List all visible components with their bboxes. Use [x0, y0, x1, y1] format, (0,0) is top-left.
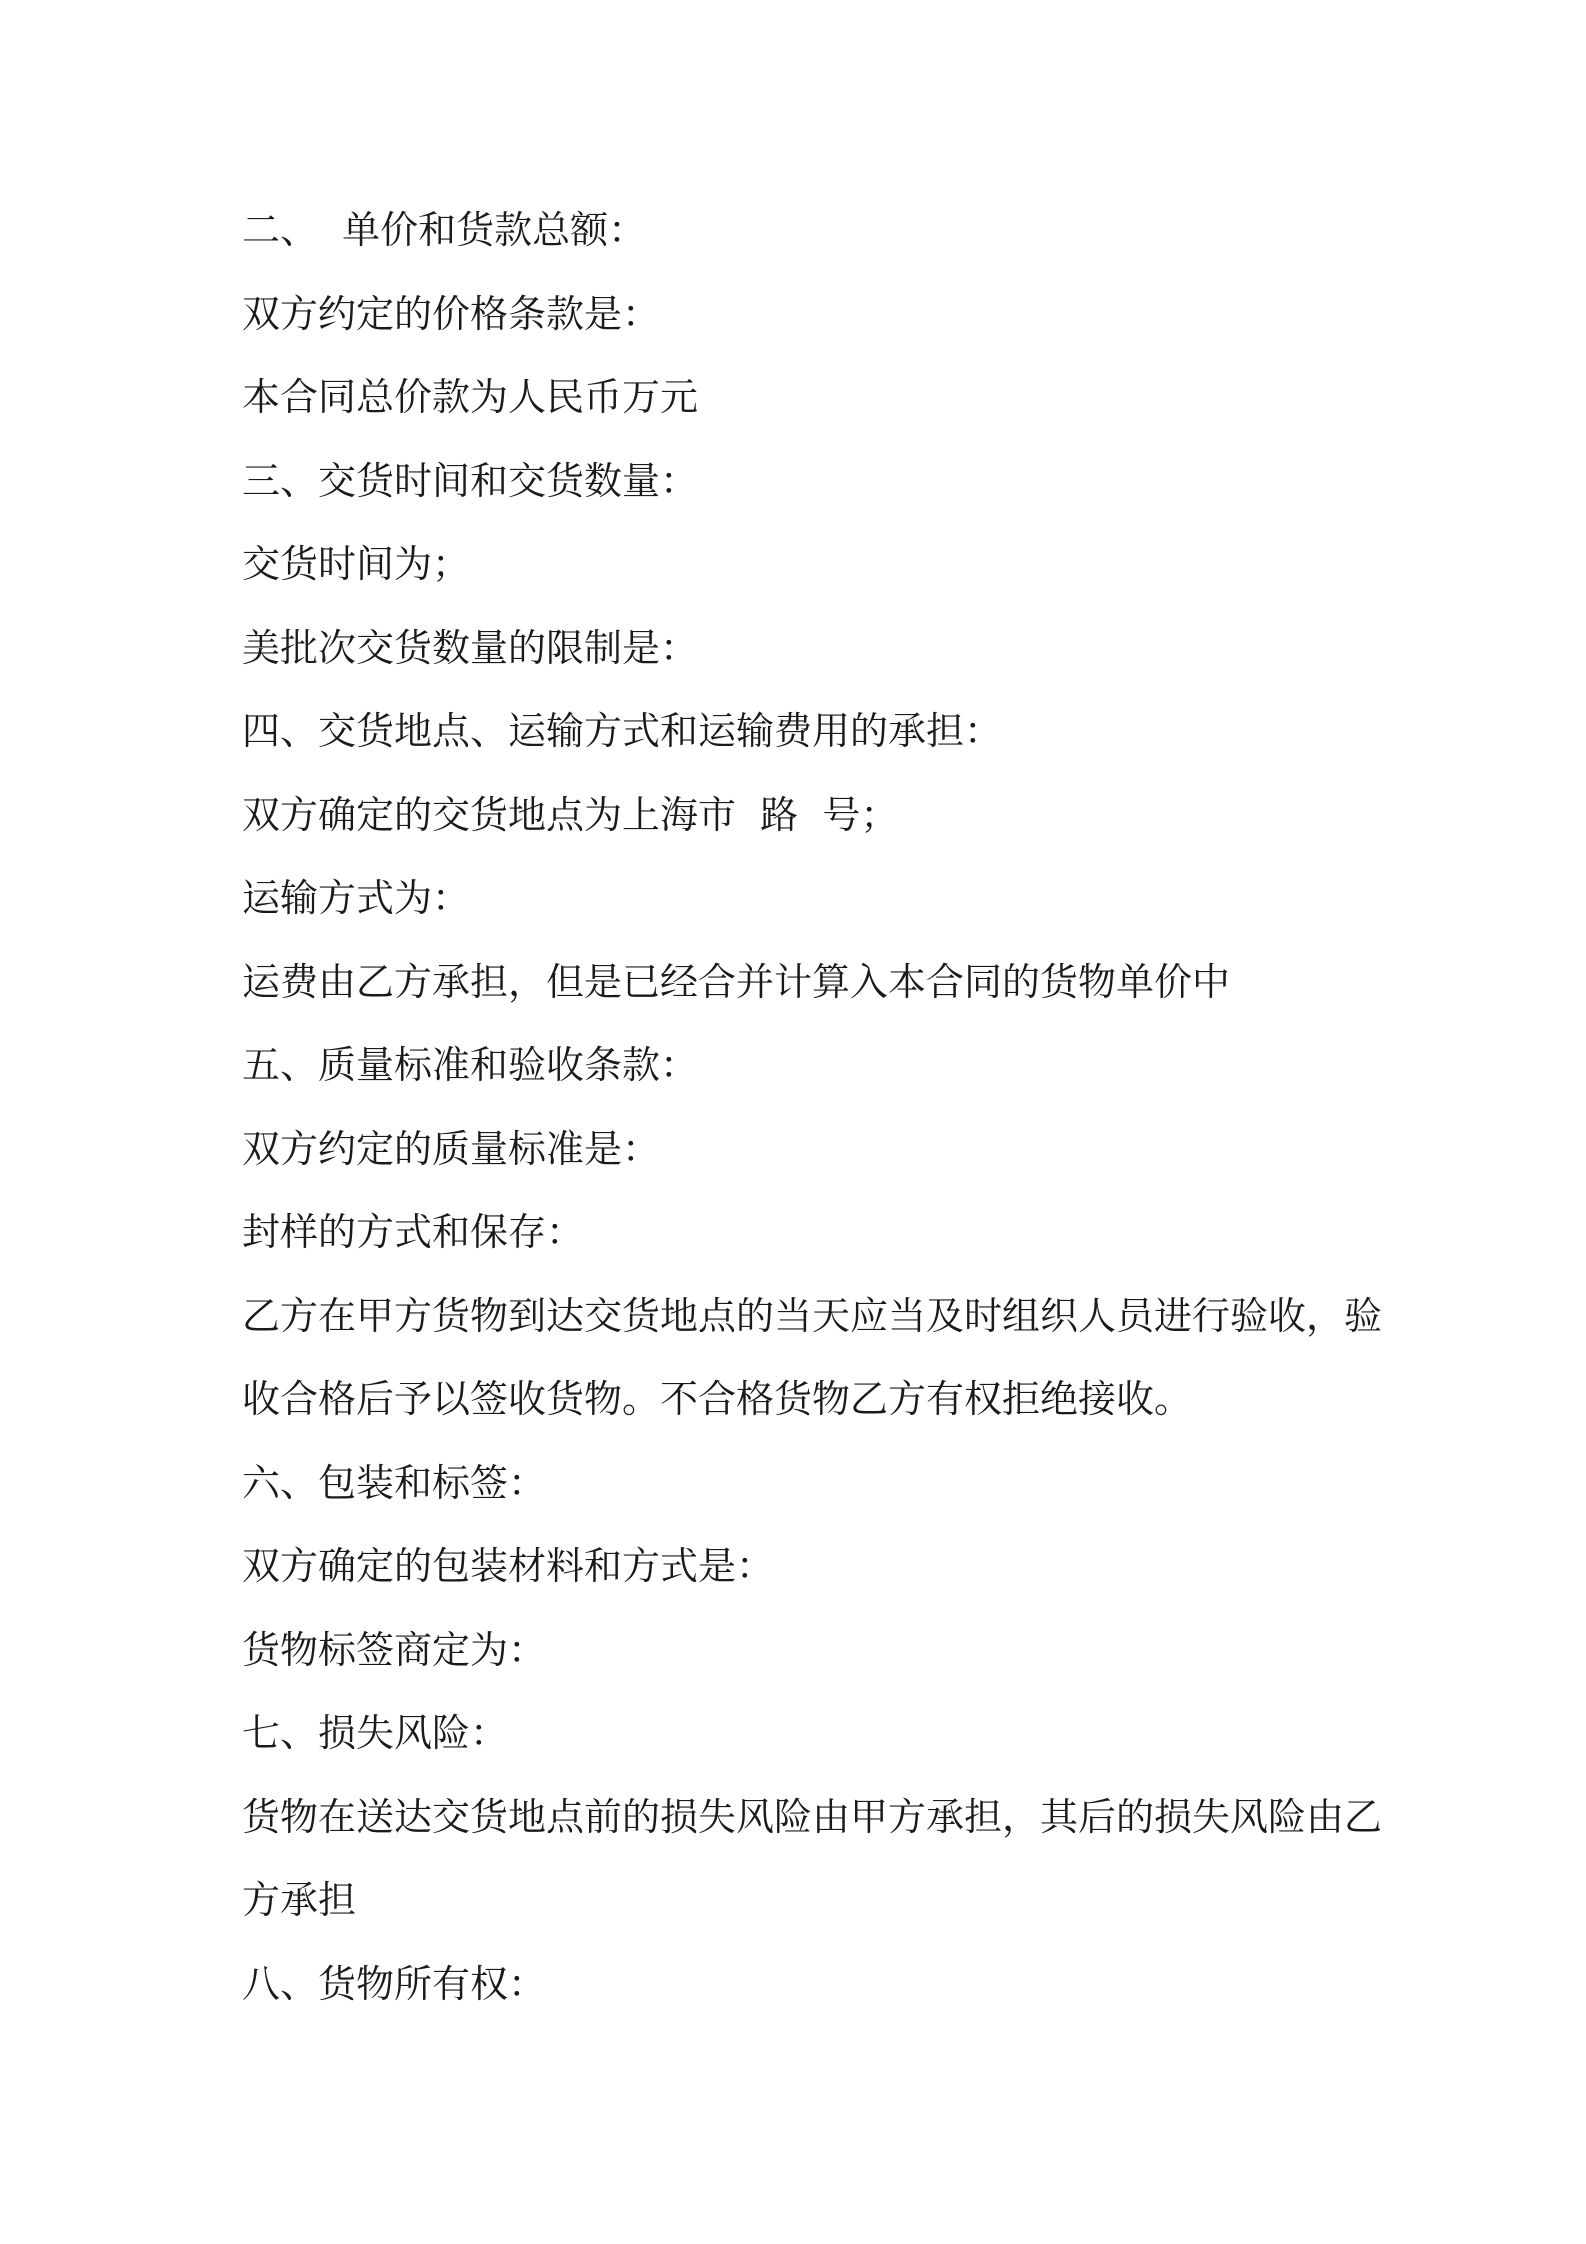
document-body [242, 200, 1383, 2037]
paragraph-line: 收合格后予以签收货物。不合格货物乙方有权拒绝接收。 [242, 1377, 1193, 1421]
paragraph-line: 乙方在甲方货物到达交货地点的当天应当及时组织人员进行验收，验 [242, 1293, 1383, 1338]
section-heading-3: 三、交货时间和交货数量： [242, 458, 699, 503]
section-heading-4: 四、交货地点、运输方式和运输费用的承担： [242, 709, 1003, 753]
paragraph-line: 双方确定的包装材料和方式是： [242, 1544, 775, 1588]
paragraph-line: 方承担 [242, 1878, 357, 1922]
section-heading-7: 七、损失风险： [242, 1711, 509, 1755]
paragraph-line: 交货时间为； [242, 542, 471, 586]
section-heading-8: 八、货物所有权： [242, 1961, 547, 2006]
section-heading-6: 六、包装和标签： [242, 1460, 547, 1505]
section-heading-2: 二、 单价和货款总额： [242, 208, 647, 252]
paragraph-line: 美批次交货数量的限制是： [242, 625, 699, 670]
section-heading-5: 五、质量标准和验收条款： [242, 1043, 699, 1087]
paragraph-line: 封样的方式和保存： [242, 1210, 585, 1254]
paragraph-line: 货物标签商定为： [242, 1627, 547, 1672]
paragraph-line: 货物在送达交货地点前的损失风险由甲方承担，其后的损失风险由乙 [242, 1794, 1383, 1839]
paragraph-line: 本合同总价款为人民币万元 [242, 375, 699, 419]
paragraph-line: 运输方式为： [242, 876, 471, 920]
paragraph-line: 运费由乙方承担，但是已经合并计算入本合同的货物单价中 [242, 959, 1231, 1004]
paragraph-line: 双方约定的质量标准是： [242, 1126, 661, 1171]
paragraph-line: 双方确定的交货地点为上海市 路 号； [242, 792, 899, 837]
paragraph-line: 双方约定的价格条款是： [242, 291, 661, 336]
